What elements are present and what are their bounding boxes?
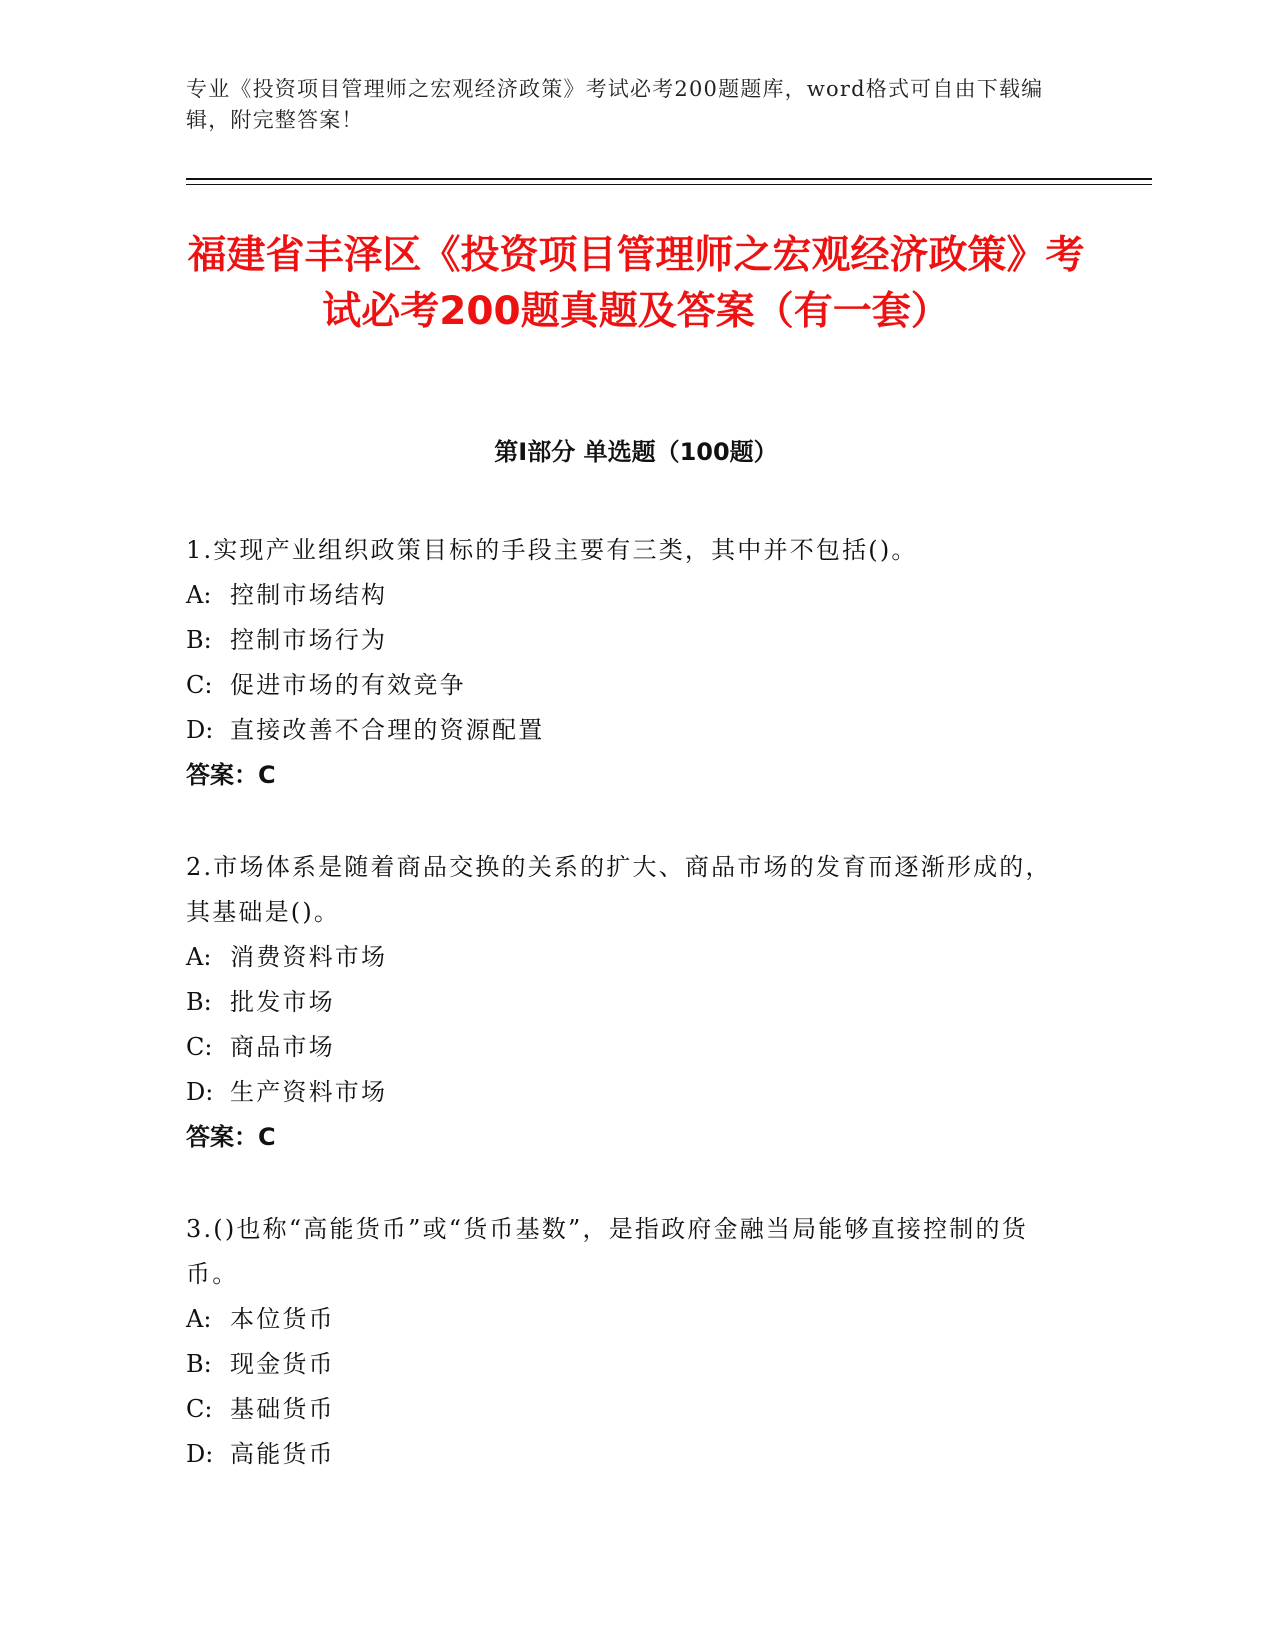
question-stem: 3.()也称“高能货币”或“货币基数”，是指政府金融当局能够直接控制的货币。 [186,1215,1028,1288]
option-letter: C: [186,1395,213,1423]
section-title: 第I部分 单选题（100题） [494,438,778,466]
option-letter: A: [186,1305,212,1333]
question-2 [186,845,1066,1160]
question-list [186,528,1066,1524]
option-text: 批发市场 [230,988,335,1016]
option-a [186,573,1066,618]
option-c [186,1387,1066,1432]
document-title: 福建省丰泽区《投资项目管理师之宏观经济政策》考试必考200题真题及答案（有一套） [187,233,1085,334]
option-letter: A: [186,943,212,971]
option-c [186,663,1066,708]
answer: 答案：C [186,761,276,789]
option-d [186,1432,1066,1477]
option-text: 基础货币 [230,1395,335,1423]
option-b [186,980,1066,1025]
question-stem: 1.实现产业组织政策目标的手段主要有三类，其中并不包括()。 [186,536,918,564]
option-c [186,1025,1066,1070]
option-text: 商品市场 [230,1033,335,1061]
option-text: 消费资料市场 [230,943,388,971]
option-text: 生产资料市场 [230,1078,388,1106]
option-letter: A: [186,581,212,609]
option-a [186,1297,1066,1342]
option-text: 高能货币 [230,1440,335,1468]
header-divider-thick [186,178,1152,180]
answer: 答案：C [186,1123,276,1151]
question-3 [186,1207,1066,1477]
option-letter: D: [186,716,214,744]
header-note: 专业《投资项目管理师之宏观经济政策》考试必考200题题库，word格式可自由下载编辑，附完整答案！ [186,77,1044,132]
option-text: 现金货币 [230,1350,335,1378]
option-text: 控制市场结构 [230,581,388,609]
option-letter: C: [186,1033,213,1061]
option-a [186,935,1066,980]
option-text: 促进市场的有效竞争 [230,671,466,699]
option-text: 本位货币 [230,1305,335,1333]
option-letter: D: [186,1440,214,1468]
option-letter: B: [186,1350,212,1378]
question-stem: 2.市场体系是随着商品交换的关系的扩大、商品市场的发育而逐渐形成的，其基础是()。 [186,853,1052,926]
option-text: 控制市场行为 [230,626,388,654]
option-d [186,708,1066,753]
option-b [186,618,1066,663]
question-1 [186,528,1066,798]
header-divider-thin [186,184,1152,185]
option-letter: D: [186,1078,214,1106]
option-d [186,1070,1066,1115]
option-text: 直接改善不合理的资源配置 [230,716,545,744]
option-letter: C: [186,671,213,699]
option-letter: B: [186,626,212,654]
option-letter: B: [186,988,212,1016]
option-b [186,1342,1066,1387]
